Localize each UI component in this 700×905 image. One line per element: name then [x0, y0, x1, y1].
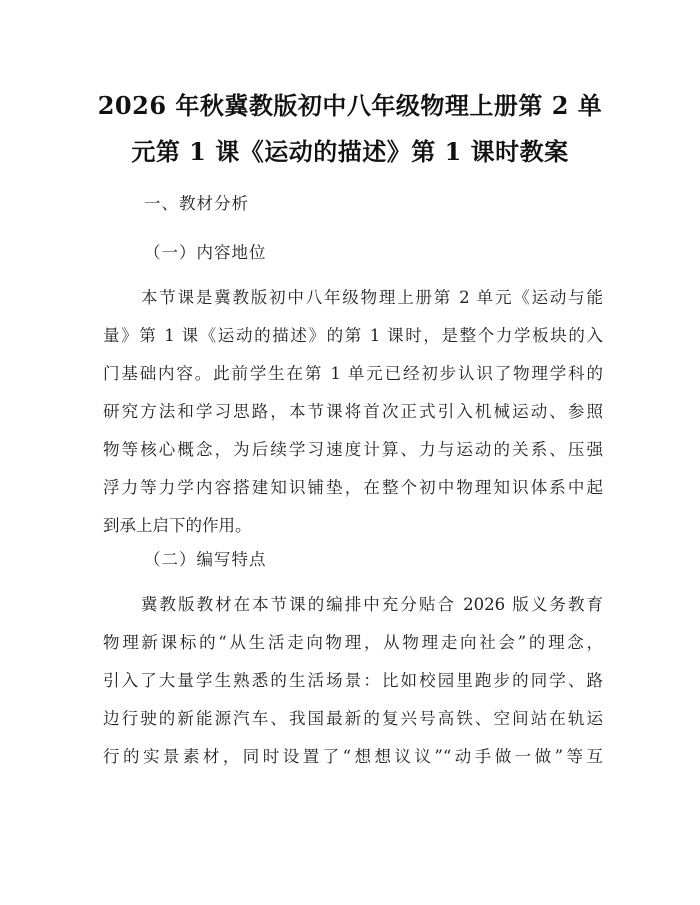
subsection-heading-writing-features: （二）编写特点: [144, 550, 267, 569]
document-title-line-2: 元第 1 课《运动的描述》第 1 课时教案: [131, 137, 569, 166]
paragraph-line: 浮力等力学内容搭建知识铺垫，在整个初中物理知识体系中起: [103, 478, 603, 497]
paragraph-line: 物等核心概念，为后续学习速度计算、力与运动的关系、压强: [103, 440, 603, 459]
paragraph-line: 引入了大量学生熟悉的生活场景：比如校园里跑步的同学、路: [103, 671, 603, 690]
section-heading-teaching-material-analysis: 一、教材分析: [144, 194, 249, 213]
document-title-line-1: 2026 年秋冀教版初中八年级物理上册第 2 单: [97, 91, 603, 120]
paragraph-line: 本节课是冀教版初中八年级物理上册第 2 单元《运动与能: [141, 288, 603, 307]
paragraph-line: 冀教版教材在本节课的编排中充分贴合 2026 版义务教育: [141, 595, 603, 614]
paragraph-line: 行的实景素材，同时设置了“想想议议”“动手做一做”等互: [103, 747, 603, 766]
paragraph-line: 量》第 1 课《运动的描述》的第 1 课时，是整个力学板块的入: [103, 326, 603, 345]
subsection-heading-content-position: （一）内容地位: [144, 243, 267, 262]
paragraph-line: 门基础内容。此前学生在第 1 单元已经初步认识了物理学科的: [103, 364, 603, 383]
paragraph-line: 边行驶的新能源汽车、我国最新的复兴号高铁、空间站在轨运: [103, 709, 603, 728]
paragraph-line: 到承上启下的作用。: [103, 516, 252, 535]
paragraph-line: 物理新课标的“从生活走向物理，从物理走向社会”的理念，: [103, 633, 603, 652]
paragraph-line: 研究方法和学习思路，本节课将首次正式引入机械运动、参照: [103, 402, 603, 421]
